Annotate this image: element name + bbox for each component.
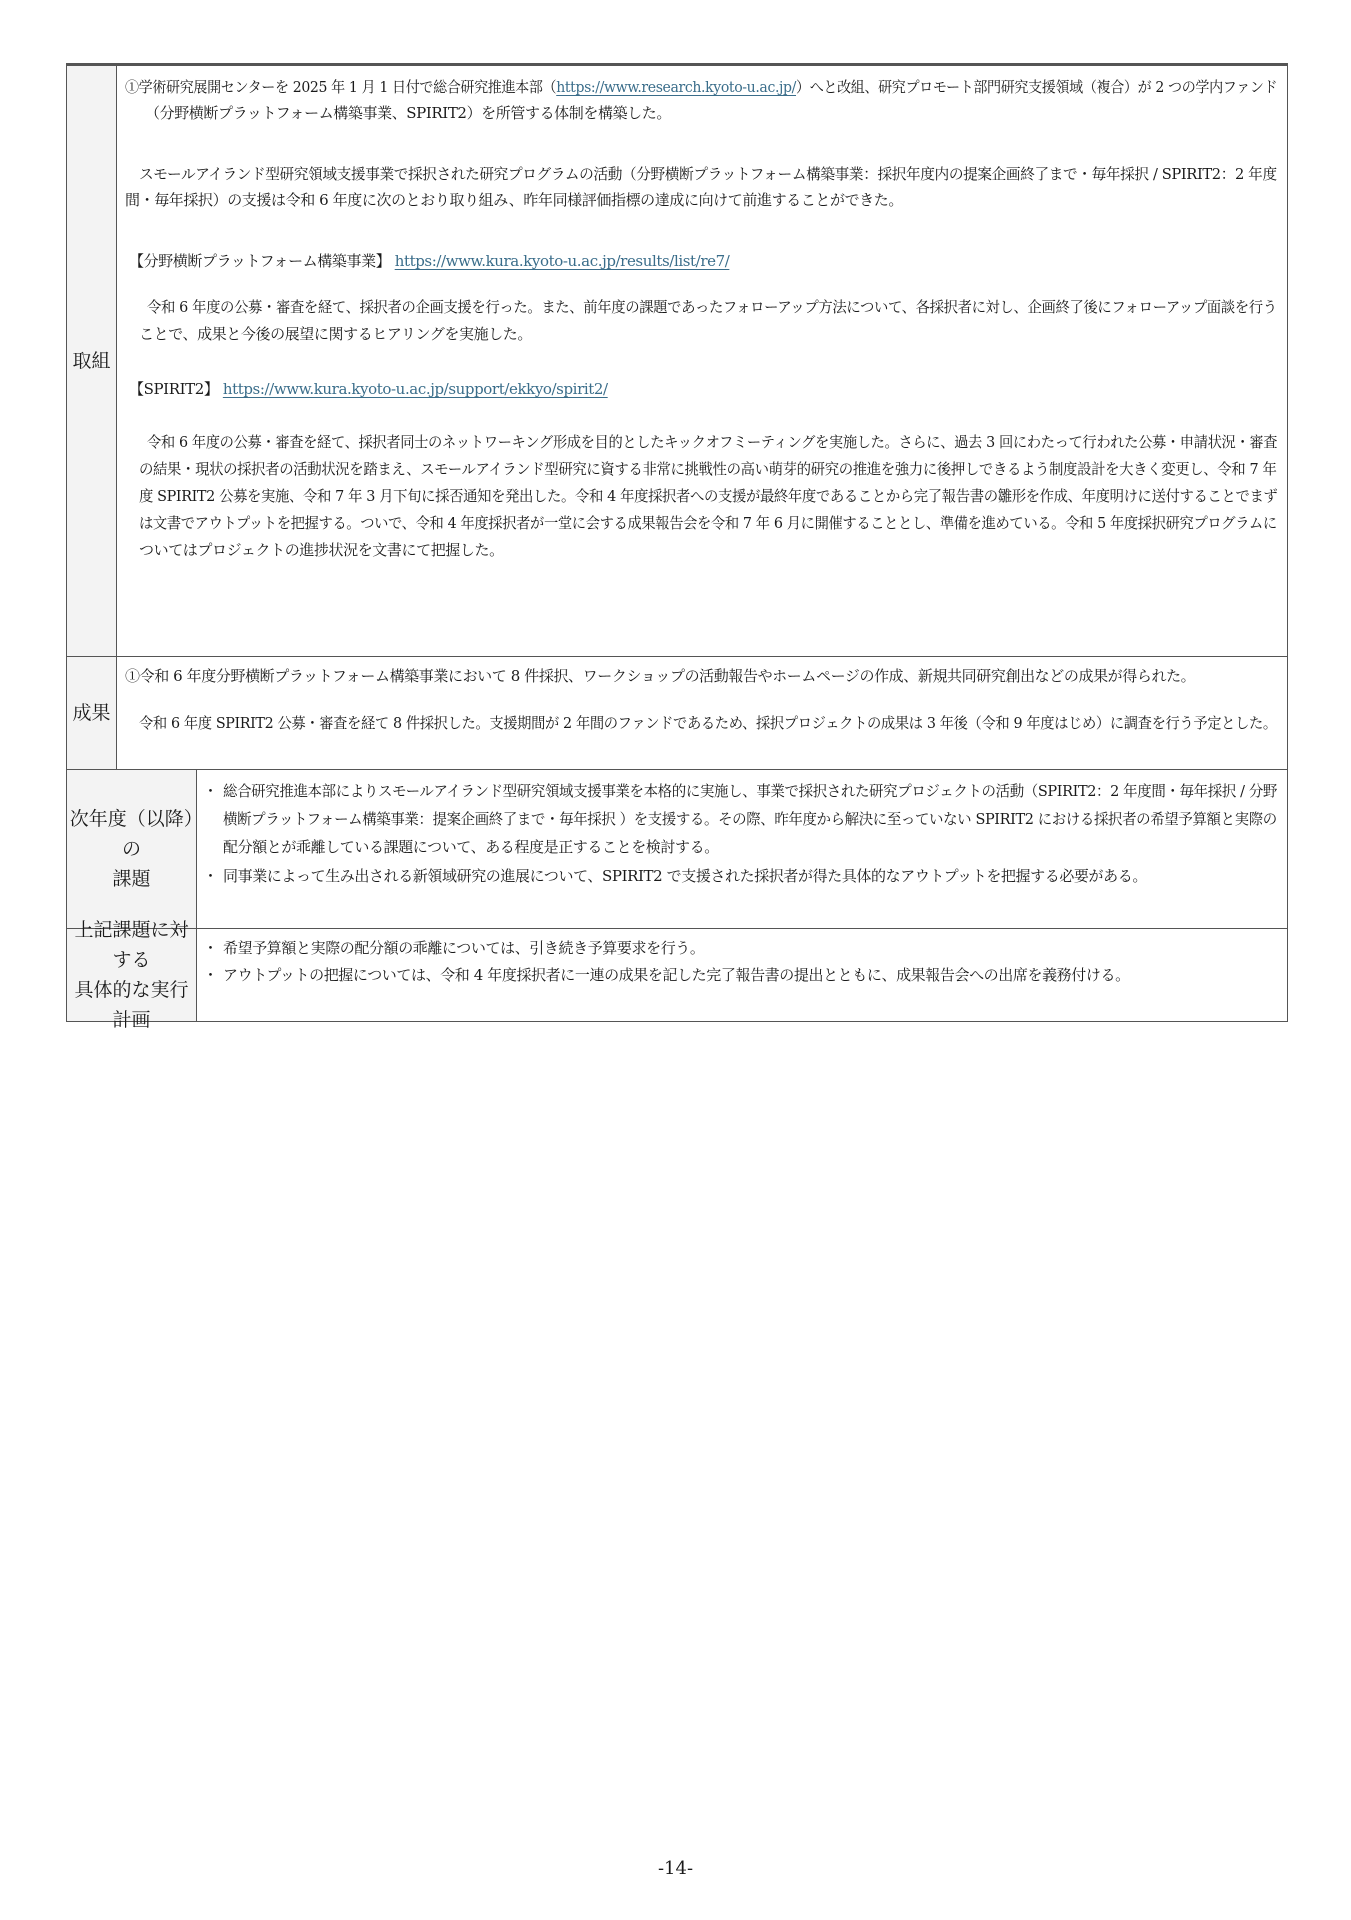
bunya-oudan-url-link[interactable]: https://www.kura.kyoto-u.ac.jp/results/list/re7/ xyxy=(394,252,730,270)
paragraph-4-line-1: 令和 6 年度の公募・審査を経て、採択者同士のネットワーキング形成を目的としたキックオフミーティングを実施した。さらに、過去 3 回にわたって行われた公募・申請状況・審査 xyxy=(147,433,1278,451)
plan-bullet-1: 希望予算額と実際の配分額の乖離については、引き続き予算要求を行う。 xyxy=(223,939,705,957)
paragraph-3-line-2: ことで、成果と今後の展望に関するヒアリングを実施した。 xyxy=(139,325,533,343)
bullet-marker: ・ xyxy=(203,867,219,885)
kadai-bullet-1-line-3: 配分額とが乖離している課題について、ある程度是正することを検討する。 xyxy=(223,838,719,856)
spirit2-url-link[interactable]: https://www.kura.kyoto-u.ac.jp/support/ekkyo/spirit2/ xyxy=(222,380,608,398)
kadai-bullet-2: 同事業によって生み出される新領域研究の進展について、SPIRIT2 で支援された採択者が得た具体的なアウトプットを把握する必要がある。 xyxy=(223,867,1147,885)
page-number: -14- xyxy=(657,1858,694,1879)
heading-spirit2: 【SPIRIT2】 https://www.kura.kyoto-u.ac.jp/support/ekkyo/spirit2/ xyxy=(129,380,608,398)
row-content-plan xyxy=(197,929,1287,1021)
bullet-marker: ・ xyxy=(203,966,219,984)
item-1-line-1: ①学術研究展開センターを 2025 年 1 月 1 日付で総合研究推進本部（https://www.research.kyoto-u.ac.jp/）へと改組、研究プロモート部門研究支援領域（複合）が 2 つの学内ファンド xyxy=(125,78,1278,96)
item-1-line-2: （分野横断プラットフォーム構築事業、SPIRIT2）を所管する体制を構築した。 xyxy=(145,104,671,122)
row-label-kadai xyxy=(67,770,197,928)
label-text: 取組 xyxy=(72,350,111,372)
label-line-2: 課題 xyxy=(112,868,151,890)
bullet-marker: ・ xyxy=(203,782,219,800)
row-seika xyxy=(66,657,1288,770)
row-kadai xyxy=(66,770,1288,929)
row-content-kadai xyxy=(197,770,1287,928)
paragraph-4-line-4: は文書でアウトプットを把握する。ついで、令和 4 年度採択者が一堂に会する成果報告会を令和 7 年 6 月に開催することとし、準備を進めている。令和 5 年度採択研究プログラムに xyxy=(139,514,1277,532)
row-torikumi xyxy=(66,66,1288,657)
plan-bullet-2: アウトプットの把握については、令和 4 年度採択者に一連の成果を記した完了報告書の提出とともに、成果報告会への出席を義務付ける。 xyxy=(223,966,1130,984)
row-label-seika xyxy=(67,657,117,769)
row-plan xyxy=(66,919,1288,1031)
kadai-bullet-1-line-1: 総合研究推進本部によりスモールアイランド型研究領域支援事業を本格的に実施し、事業で採択された研究プロジェクトの活動（SPIRIT2：2 年度間・毎年採択 / 分野 xyxy=(223,782,1278,800)
paragraph-2-line-1: スモールアイランド型研究領域支援事業で採択された研究プログラムの活動（分野横断プラットフォーム構築事業：採択年度内の提案企画終了まで・毎年採択 / SPIRIT2：2 年度 xyxy=(139,165,1277,183)
seika-line-1: ①令和 6 年度分野横断プラットフォーム構築事業において 8 件採択、ワークショップの活動報告やホームページの作成、新規共同研究創出などの成果が得られた。 xyxy=(125,667,1196,685)
row-content-seika xyxy=(117,657,1287,769)
row-label-torikumi xyxy=(67,66,117,656)
label-line-2: 具体的な実行計画 xyxy=(74,979,189,1031)
seika-line-2: 令和 6 年度 SPIRIT2 公募・審査を経て 8 件採択した。支援期間が 2 年間のファンドであるため、採択プロジェクトの成果は 3 年後（令和 9 年度はじめ）に調査を行う予定とした。 xyxy=(139,714,1277,732)
paragraph-3-line-1: 令和 6 年度の公募・審査を経て、採択者の企画支援を行った。また、前年度の課題であったフォローアップ方法について、各採択者に対し、企画終了後にフォローアップ面談を行う xyxy=(147,298,1277,316)
research-url-link[interactable]: https://www.research.kyoto-u.ac.jp/ xyxy=(556,78,797,96)
kadai-bullet-1-line-2: 横断プラットフォーム構築事業：提案企画終了まで・毎年採択 ）を支援する。その際、昨年度から解決に至っていない SPIRIT2 における採択者の希望予算額と実際の xyxy=(223,810,1277,828)
heading-bunya-oudan: 【分野横断プラットフォーム構築事業】 https://www.kura.kyoto-u.ac.jp/results/list/re7/ xyxy=(129,252,730,270)
label-line-1: 上記課題に対する xyxy=(74,919,189,971)
row-label-plan xyxy=(67,919,197,1031)
paragraph-2-line-2: 間・毎年採択）の支援は令和 6 年度に次のとおり取り組み、昨年同様評価指標の達成に向けて前進することができた。 xyxy=(125,191,903,209)
paragraph-4-line-3: 度 SPIRIT2 公募を実施、令和 7 年 3 月下旬に採否通知を発出した。令和 4 年度採択者への支援が最終年度であることから完了報告書の雛形を作成、年度明けに送付することでまず xyxy=(139,487,1278,505)
label-line-1: 次年度（以降）の xyxy=(69,808,194,860)
paragraph-4-line-5: ついてはプロジェクトの進捗状況を文書にて把握した。 xyxy=(139,541,504,559)
row-content-torikumi xyxy=(117,66,1287,656)
label-text: 成果 xyxy=(72,702,111,724)
bullet-marker: ・ xyxy=(203,939,219,957)
paragraph-4-line-2: の結果・現状の採択者の活動状況を踏まえ、スモールアイランド型研究に資する非常に挑戦性の高い萌芽的研究の推進を強力に後押しできるよう制度設計を大きく変更し、令和 7 年 xyxy=(139,460,1277,478)
